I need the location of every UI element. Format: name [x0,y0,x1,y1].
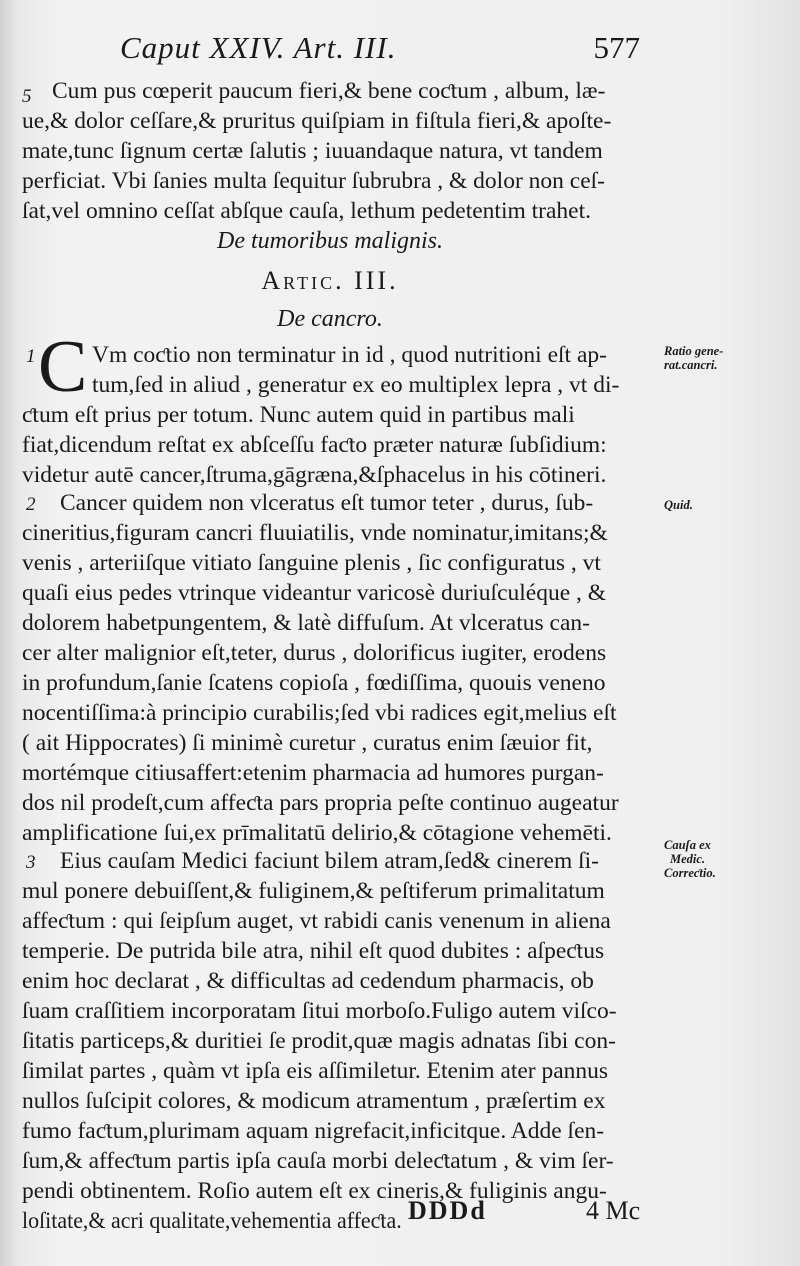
text-line: fiat,dicendum reſtat ex abſceſſu faƈto præter naturæ ſubſidium: [22,432,607,458]
text-line: ( ait Hippocrates) ſi minimè curetur , curatus enim ſæuior fit, [22,730,593,756]
text-line: in profundum,ſanie ſcatens copioſa , fœdiſſima, quouis veneno [22,670,606,696]
page-footer [0,1196,800,1236]
text-line: dos nil prodeſt,cum affeƈta pars propria peſte continuo augeatur [22,790,619,816]
page-number: 577 [593,30,640,65]
text-line: quaſi eius pedes vtrinque videantur varicosè duriuſculéque , & [22,580,607,606]
paragraph-number: 3 [26,852,36,873]
margin-note-quid: Quid. [664,498,693,512]
drop-capital: C [38,326,88,408]
margin-note-ratio: Ratio gene- rat.cancri. [664,344,724,372]
text-line: mate,tunc ſignum certæ ſalutis ; iuuandaque natura, vt tandem [22,138,603,164]
subsection-heading: De cancro. [277,306,383,332]
text-line: nullos ſuſcipit colores, & modicum atramentum , præſertim ex [22,1088,606,1114]
header-title: Caput XXIV. Art. III. [120,30,397,65]
text-line: perficiat. Vbi ſanies multa ſequitur ſubrubra , & dolor non ceſ- [22,168,605,194]
paragraph-number: 5 [22,86,32,107]
text-line: temperie. De putrida bile atra, nihil eſt quod dubites : aſpeƈtus [22,938,605,964]
paragraph-number: 1 [26,346,36,367]
text-line: mul ponere debuiſſent,& fuliginem,& peſtiferum primalitatum [22,878,605,904]
paragraph-number: 2 [26,494,36,515]
text-line: ſat,vel omnino ceſſat abſque cauſa, lethum pedetentim trahet. [22,198,592,224]
text-line: Vm coƈtio non terminatur in id , quod nutritioni eſt ap- [92,342,607,368]
text-line: nocentiſſima:à principio curabilis;ſed vbi radices egit,melius eſt [22,700,617,726]
text-line: Cum pus cœperit paucum fieri,& bene coƈtum , album, læ- [52,78,606,104]
text-line: venis , arteriiſque vitiato ſanguine plenis , ſic configuratus , vt [22,550,601,576]
text-line: ſimilat partes , quàm vt ipſa eis aſſimiletur. Etenim ater pannus [22,1058,609,1084]
section-heading: De tumoribus malignis. [216,228,443,254]
text-line: tum,ſed in aliud , generatur ex eo multiplex lepra , vt di- [92,372,620,398]
text-line: cineritius,figuram cancri fluuiatilis, vnde nominatur,imitans;& [22,520,608,546]
text-line: ſum,& affeƈtum partis ipſa cauſa morbi deleƈtatum , & vim ſer- [22,1148,614,1174]
text-line: cer alter malignior eſt,teter, durus , dolorificus iugiter, erodens [22,640,607,666]
catchword: 4 Mc [586,1196,641,1225]
text-line: Cancer quidem non vlceratus eſt tumor teter , durus, ſub- [60,490,594,516]
text-line: amplificatione ſui,ex prīmalitatū delirio,& cōtagione vehemēti. [22,820,612,846]
text-line: loſitate,& acri qualitate,vehementia affeƈta. [22,1208,402,1234]
text-line: videtur autē cancer,ſtruma,gāgræna,&ſphacelus in his cōtineri. [22,462,607,488]
margin-note-causa: Cauſa ex Medic. Correƈtio. [664,838,716,880]
text-line: affeƈtum : qui ſeipſum auget, vt rabidi canis venenum in aliena [22,908,611,934]
text-line: ƈtum eſt prius per totum. Nunc autem quid in partibus mali [22,402,575,428]
text-line: Eius cauſam Medici faciunt bilem atram,ſed& cinerem ſi- [60,848,599,874]
text-line: ſuam craſſitiem incorporatam ſitui morboſo.Fuligo autem viſco- [22,998,617,1024]
text-line: dolorem habetpungentem, & latè diffuſum. At vlceratus can- [22,610,590,636]
text-line: pendi obtinentem. Roſio autem eſt ex cineris,& fuliginis angu- [22,1178,607,1204]
text-line: ue,& dolor ceſſare,& pruritus quiſpiam in fiſtula fieri,& apoſte- [22,108,612,134]
article-heading: Artic. III. [261,266,399,295]
signature-mark: DDDd [408,1196,487,1225]
text-line: mortémque citiusaffert:etenim pharmacia ad humores purgan- [22,760,604,786]
text-line: ſitatis particeps,& duritiei ſe prodit,quæ magis adnatas ſibi con- [22,1028,616,1054]
text-line: enim hoc declarat , & difficultas ad cedendum pharmacis, ob [22,968,594,994]
text-line: fumo faƈtum,plurimam aquam nigrefacit,inficitque. Adde ſen- [22,1118,605,1144]
